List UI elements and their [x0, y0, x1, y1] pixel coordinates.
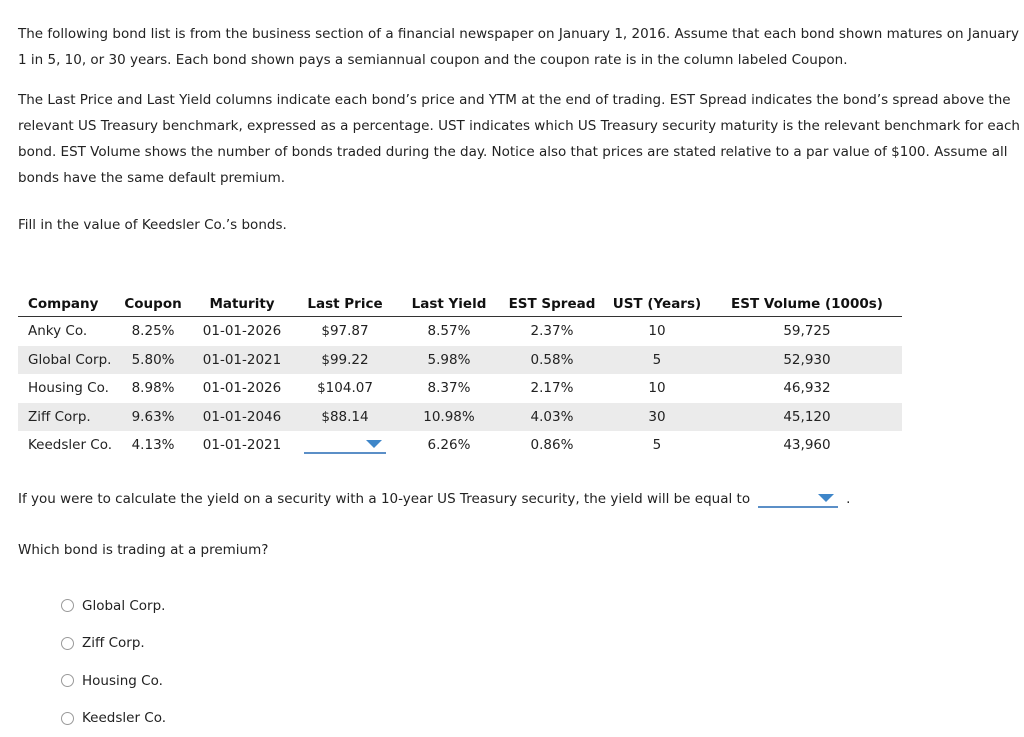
cell-last-yield: 8.37% [396, 374, 502, 403]
question-suffix: . [846, 491, 850, 507]
question-premium: Which bond is trading at a premium? [18, 542, 268, 558]
cell-last-price-dropdown [294, 431, 396, 460]
header-est-volume: EST Volume (1000s) [712, 292, 902, 317]
header-company: Company [18, 292, 116, 317]
cell-maturity: 01-01-2026 [190, 374, 294, 403]
radio-option-housing-co[interactable] [61, 662, 166, 700]
cell-ust-years: 30 [602, 403, 712, 432]
cell-est-volume: 45,120 [712, 403, 902, 432]
cell-company: Keedsler Co. [18, 431, 116, 460]
cell-last-price: $97.87 [294, 317, 396, 346]
keedsler-price-dropdown[interactable] [304, 436, 386, 454]
cell-ust-years: 5 [602, 431, 712, 460]
cell-est-volume: 52,930 [712, 346, 902, 375]
radio-label: Global Corp. [82, 598, 165, 614]
cell-est-volume: 46,932 [712, 374, 902, 403]
cell-est-spread: 2.37% [502, 317, 602, 346]
cell-coupon: 5.80% [116, 346, 190, 375]
cell-est-spread: 0.86% [502, 431, 602, 460]
table-row [18, 374, 902, 403]
cell-maturity: 01-01-2026 [190, 317, 294, 346]
cell-last-price: $104.07 [294, 374, 396, 403]
header-est-spread: EST Spread [502, 292, 602, 317]
radio-label: Housing Co. [82, 673, 163, 689]
cell-last-price: $99.22 [294, 346, 396, 375]
radio-button-icon[interactable] [61, 712, 74, 725]
chevron-down-icon [366, 440, 382, 448]
bond-table [18, 292, 902, 460]
cell-last-yield: 6.26% [396, 431, 502, 460]
table-row [18, 431, 902, 460]
cell-est-spread: 0.58% [502, 346, 602, 375]
cell-ust-years: 5 [602, 346, 712, 375]
radio-option-global-corp[interactable] [61, 587, 166, 625]
radio-option-keedsler-co[interactable] [61, 700, 166, 737]
table-header-row [18, 292, 902, 317]
cell-maturity: 01-01-2021 [190, 431, 294, 460]
cell-last-price: $88.14 [294, 403, 396, 432]
table-row [18, 403, 902, 432]
cell-coupon: 8.98% [116, 374, 190, 403]
table-row [18, 317, 902, 346]
question-treasury-yield-text: If you were to calculate the yield on a security with a 10-year US Treasury security, the yield will be equal to [18, 491, 750, 507]
radio-label: Ziff Corp. [82, 635, 145, 651]
question-treasury-yield [18, 489, 850, 509]
cell-company: Global Corp. [18, 346, 116, 375]
cell-est-volume: 43,960 [712, 431, 902, 460]
cell-coupon: 9.63% [116, 403, 190, 432]
premium-options [61, 587, 166, 737]
cell-company: Anky Co. [18, 317, 116, 346]
cell-ust-years: 10 [602, 374, 712, 403]
radio-label: Keedsler Co. [82, 710, 166, 726]
radio-button-icon[interactable] [61, 674, 74, 687]
cell-last-yield: 5.98% [396, 346, 502, 375]
cell-maturity: 01-01-2021 [190, 346, 294, 375]
header-maturity: Maturity [190, 292, 294, 317]
header-last-price: Last Price [294, 292, 396, 317]
intro-paragraph-2: The Last Price and Last Yield columns indicate each bond’s price and YTM at the end of trading. EST Spread indicates the bond’s spread above the relevant US Treasury benchmark, expressed as a percentage. UST indicates which US Treasury security maturity is the relevant benchmark for each bond. EST Volume shows the number of bonds traded during the day. Notice also that prices are stated relative to a par value of $100. Assume all bonds have the same default premium. [18, 87, 1022, 191]
header-last-yield: Last Yield [396, 292, 502, 317]
header-coupon: Coupon [116, 292, 190, 317]
cell-est-volume: 59,725 [712, 317, 902, 346]
header-ust-years: UST (Years) [602, 292, 712, 317]
cell-maturity: 01-01-2046 [190, 403, 294, 432]
cell-company: Ziff Corp. [18, 403, 116, 432]
cell-est-spread: 2.17% [502, 374, 602, 403]
radio-option-ziff-corp[interactable] [61, 625, 166, 663]
cell-coupon: 4.13% [116, 431, 190, 460]
treasury-yield-dropdown[interactable] [758, 490, 838, 508]
radio-button-icon[interactable] [61, 637, 74, 650]
cell-ust-years: 10 [602, 317, 712, 346]
cell-coupon: 8.25% [116, 317, 190, 346]
cell-company: Housing Co. [18, 374, 116, 403]
instruction-text: Fill in the value of Keedsler Co.’s bonds. [18, 212, 1022, 238]
table-row [18, 346, 902, 375]
radio-button-icon[interactable] [61, 599, 74, 612]
intro-paragraph-1: The following bond list is from the business section of a financial newspaper on January 1, 2016. Assume that each bond shown matures on January 1 in 5, 10, or 30 years. Each bond shown pays a semiannual coupon and the coupon rate is in the column labeled Coupon. [18, 21, 1022, 73]
cell-est-spread: 4.03% [502, 403, 602, 432]
chevron-down-icon [818, 494, 834, 502]
cell-last-yield: 10.98% [396, 403, 502, 432]
cell-last-yield: 8.57% [396, 317, 502, 346]
